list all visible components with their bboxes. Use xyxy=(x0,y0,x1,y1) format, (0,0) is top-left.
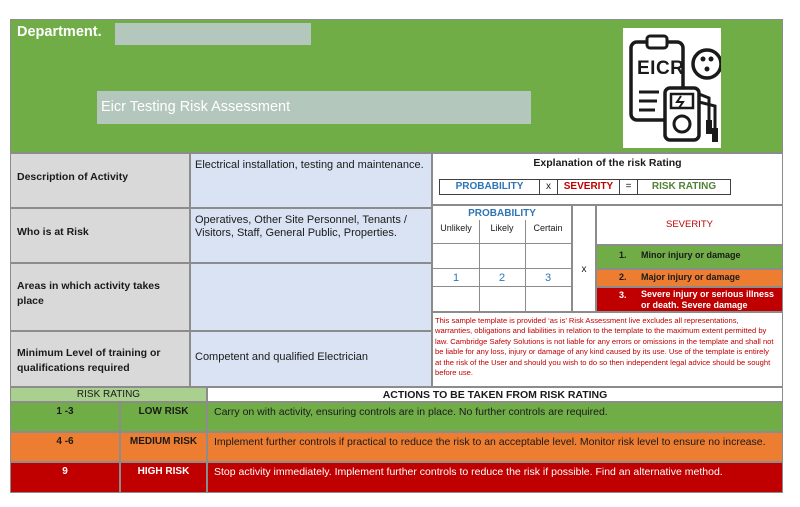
department-field[interactable] xyxy=(115,23,311,45)
probability-header: PROBABILITY xyxy=(468,208,536,219)
probability-table: PROBABILITY Unlikely Likely Certain 1 2 3 xyxy=(432,205,572,312)
severity-item-1: 1. Minor injury or damage xyxy=(596,245,783,269)
risk-row-medium-range: 4 -6 xyxy=(10,432,120,462)
row-value-areas[interactable] xyxy=(190,263,432,331)
risk-row-high-level: HIGH RISK xyxy=(120,462,207,493)
severity-header-cell: SEVERITY xyxy=(596,205,783,245)
department-label: Department. xyxy=(17,24,102,40)
explanation-title: Explanation of the risk Rating xyxy=(533,157,682,169)
explanation-formula: PROBABILITY x SEVERITY = RISK RATING xyxy=(439,179,731,195)
row-label-who-at-risk: Who is at Risk xyxy=(10,208,190,263)
actions-header: ACTIONS TO BE TAKEN FROM RISK RATING xyxy=(207,387,783,402)
eicr-logo-icon xyxy=(623,28,721,148)
explanation-box xyxy=(432,153,783,205)
probability-value-3: 3 xyxy=(544,272,552,284)
row-value-who-at-risk[interactable]: Operatives, Other Site Personnel, Tenants / Visitors, Staff, General Public, Properties. xyxy=(190,208,432,263)
probability-value-2: 2 xyxy=(498,272,506,284)
assessment-title-text: Eicr Testing Risk Assessment xyxy=(101,99,291,115)
header-banner xyxy=(10,19,783,153)
risk-row-low-level: LOW RISK xyxy=(120,402,207,432)
severity-item-2: 2. Major injury or damage xyxy=(596,269,783,287)
risk-rating-header: RISK RATING xyxy=(10,387,207,402)
assessment-title[interactable] xyxy=(97,91,531,124)
risk-row-high-action: Stop activity immediately. Implement further controls to reduce the risk if possible. Find an alternative method. xyxy=(207,462,783,493)
logo-text: EICR xyxy=(637,58,685,79)
row-value-description[interactable]: Electrical installation, testing and maintenance. xyxy=(190,153,432,208)
row-label-areas: Areas in which activity takes place xyxy=(10,263,190,331)
risk-row-medium-action: Implement further controls if practical to reduce the risk to an acceptable level. Monitor risk level to ensure no increase. xyxy=(207,432,783,462)
row-label-training: Minimum Level of training or qualifications required xyxy=(10,331,190,387)
probability-value-1: 1 xyxy=(452,272,460,284)
risk-row-low-range: 1 -3 xyxy=(10,402,120,432)
severity-item-3: 3. Severe injury or serious illness or death. Severe damage xyxy=(596,287,783,312)
risk-row-medium-level: MEDIUM RISK xyxy=(120,432,207,462)
risk-row-low-action: Carry on with activity, ensuring controls are in place. No further controls are required. xyxy=(207,402,783,432)
times-cell: x xyxy=(572,205,596,312)
disclaimer-text: This sample template is provided ‘as is’ Risk Assessment live excludes all representations, warranties, obligations and liabilities in relation to the template to the maximum extent permitted by law. Cambridge Safety Solutions is not liable for any errors or omissions in the template and shall not be liable for any loss, injury or damage of any kind caused by its use. Use of the template is entirely at the risk of the User and should you wish to do so then independent legal advice should be sought before use. xyxy=(435,316,774,378)
row-value-training[interactable]: Competent and qualified Electrician xyxy=(190,331,432,387)
risk-row-high-range: 9 xyxy=(10,462,120,493)
disclaimer-box xyxy=(432,312,783,387)
row-label-description: Description of Activity xyxy=(10,153,190,208)
